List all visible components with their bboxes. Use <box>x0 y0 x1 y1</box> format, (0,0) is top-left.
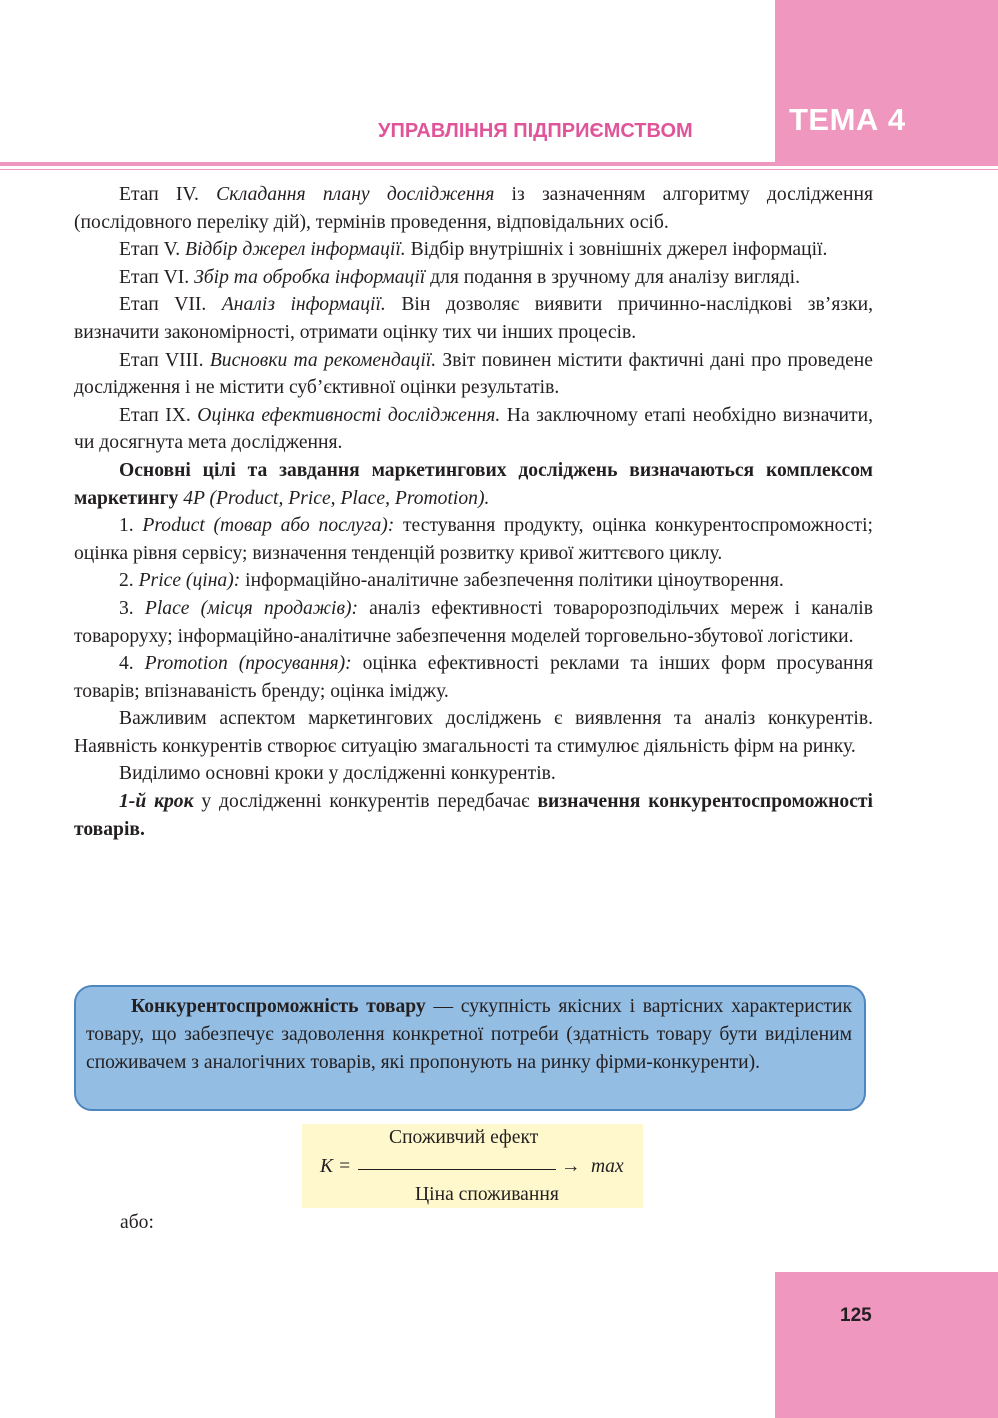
definition-term: Конкурентоспроможність товару <box>131 996 426 1017</box>
formula-denominator: Ціна споживання <box>415 1184 559 1205</box>
page-number: 125 <box>840 1305 872 1326</box>
paragraph-steps-intro: Виділимо основні кроки у дослідженні конкурентів. <box>119 763 556 785</box>
paragraph-place: 3. Place (місця продажів): аналіз ефективності товаророзподільчих мереж і каналів товароруху; інформаційно-аналітичне забезпечення моделей торговельно-збутової логістики. <box>74 597 873 647</box>
paragraph-stage-8: Етап VIII. Висновки та рекомендації. Звіт повинен містити фактичні дані про проведене дослідження і не містити суб’єктивної оцінки результатів. <box>74 349 873 399</box>
formula-rhs: max <box>591 1156 624 1177</box>
header-rule-thin <box>0 169 998 170</box>
section-title: УПРАВЛІННЯ ПІДПРИЄМСТВОМ <box>378 120 693 142</box>
paragraph-stage-7: Етап VII. Аналіз інформації. Він дозволяє виявити причинно-наслідкові зв’язки, визначити закономірності, отримати оцінку тих чи інших процесів. <box>74 294 873 343</box>
paragraph-price: 2. Price (ціна): інформаційно-аналітичне забезпечення політики ціноутворення. <box>119 570 784 592</box>
paragraph-stage-9: Етап IX. Оцінка ефективності дослідження. На заключному етапі необхідно визначити, чи досягнута мета дослідження. <box>74 404 873 454</box>
after-formula-text: або: <box>120 1212 154 1233</box>
paragraph-step-1: 1-й крок у дослідженні конкурентів передбачає визначення конкурентоспроможності товарів. <box>74 791 873 840</box>
theme-label: ТЕМА 4 <box>789 102 906 137</box>
header-rule-thick <box>0 162 998 166</box>
formula-lhs: К = <box>320 1156 352 1177</box>
formula-numerator: Споживчий ефект <box>389 1127 539 1148</box>
page-number-tab <box>775 1272 998 1418</box>
arrow-icon: → <box>561 1156 581 1177</box>
paragraph-competitors: Важливим аспектом маркетингових досліджень є виявлення та аналіз конкурентів. Наявність конкурентів створює ситуацію змагальності та стимулює діяльність фірм на ринку. <box>74 708 873 757</box>
paragraph-promotion: 4. Promotion (просування): оцінка ефективності реклами та інших форм просування товарів; впізнаваність бренду; оцінка іміджу. <box>74 653 874 702</box>
paragraph-stage-6: Етап VI. Збір та обробка інформації для подання в зручному для аналізу вигляді. <box>119 266 800 288</box>
definition-body: — сукупність якісних і вартісних характеристик товару, що забезпечує задоволення конкретної потреби (здатність товару бути виділеним споживачем з аналогічних товарів, які пропонують на ринку фірми-конкуренти). <box>86 996 853 1073</box>
paragraph-product: 1. Product (товар або послуга): тестування продукту, оцінка конкурентоспроможності; оцінка рівня сервісу; визначення тенденцій розвитку кривої життєвого циклу. <box>74 515 874 564</box>
paragraph-stage-5: Етап V. Відбір джерел інформації. Відбір внутрішніх і зовнішніх джерел інформації. <box>119 239 828 261</box>
fraction-bar <box>358 1169 556 1170</box>
definition-box <box>74 985 866 1111</box>
paragraph-4p-intro: Основні цілі та завдання маркетингових досліджень визначаються комплексом маркетингу 4P (Product, Price, Place, Promotion). <box>74 459 873 509</box>
formula-block <box>302 1124 643 1208</box>
theme-tab <box>775 0 998 163</box>
body-text <box>74 181 873 843</box>
paragraph-stage-4: Етап IV. Складання плану дослідження із зазначенням алгоритму дослідження (послідовного переліку дій), термінів проведення, відповідальних осіб. <box>74 184 873 233</box>
